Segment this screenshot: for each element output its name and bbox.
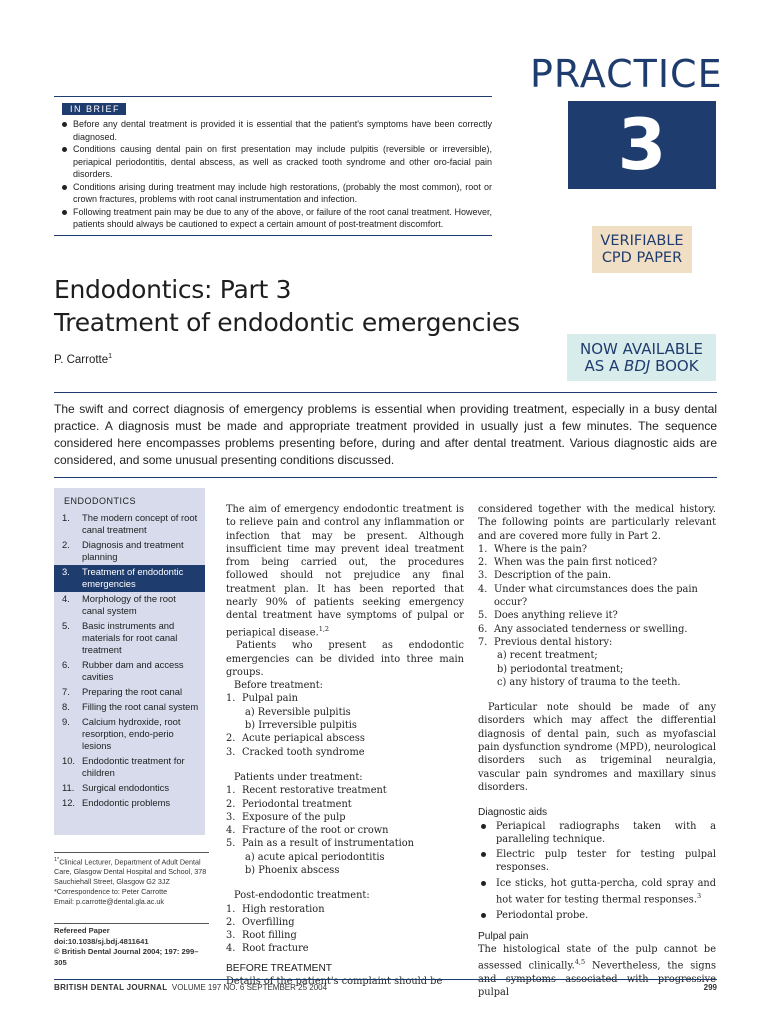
paragraph: Particular note should be made of any disorders which may affect the differential diagnosis of dental pain, such as myofascial pain dysfunction syndrome (MPD), neurological disorders such as trigeminal neuralgia, vascular pain syndromes and maxillary sinus disorders. — [478, 702, 716, 793]
list-item: 1. Pulpal pain — [226, 693, 298, 705]
abstract: The swift and correct diagnosis of emergency problems is essential when providing treatment, especially in a busy dental practice. A diagnosis must be made and appropriate treatment provided in usually just a few minutes. The sequence considered here encompasses problems presenting before, during and after dental treatment. Various diagnostic aids are considered, and some unusual presenting conditions discussed. — [54, 392, 717, 478]
list-item: 4. Fracture of the root or crown — [226, 825, 389, 837]
list-item: 2. Overfilling — [226, 916, 295, 928]
in-brief-item: Before any dental treatment is provided it is essential that the patient's symptoms have been correctly diagnosed. — [62, 118, 492, 143]
series-sidebar — [54, 488, 205, 835]
list-item: 3. Description of the pain. — [478, 570, 612, 582]
section-heading: Diagnostic aids — [478, 807, 548, 819]
list-item: 4. Under what circumstances does the pain occur? — [478, 583, 698, 609]
list-item: 4. Root fracture — [226, 943, 309, 955]
journal-name: BRITISH DENTAL JOURNAL — [54, 983, 168, 992]
in-brief-list — [54, 118, 492, 231]
paragraph: The aim of emergency endodontic treatment is to relieve pain and control any inflammation or infection that may be present. Although insufficient time may prevent ideal treatment from being carried out, the procedures followed should not prejudice any final treatment plan. It has been reported that nearly 90% of patients seeking emergency dental treatment have symptoms of pulpal or periapical disease.$^{1,2}$ — [226, 504, 464, 638]
affiliation-note: $^{1*}$Clinical Lecturer, Department of Adult Dental Care, Glasgow Dental Hospital and School, 378 Sauchiehall Street, Glasgow G2 3JZ *Correspondence to: Peter Carrotte Email: p.carrotte@dental.gla.ac.uk — [54, 852, 209, 907]
list-item: Electric pulp tester for testing pulpal responses. — [478, 848, 716, 875]
series-heading: ENDODONTICS — [64, 496, 137, 506]
list-item: 2. Periodontal treatment — [226, 798, 352, 810]
book-line2: AS A BDJ BOOK — [584, 356, 699, 375]
series-item[interactable]: 12. Endodontic problems — [62, 797, 171, 808]
list-item: 7. Previous dental history: — [478, 636, 613, 648]
list-subitem: b) Phoenix abscess — [245, 864, 340, 876]
list-label: Patients under treatment: — [234, 771, 363, 783]
cpd-line2: CPD PAPER — [601, 249, 683, 266]
series-item[interactable]: 2. Diagnosis and treatment planning — [62, 539, 184, 562]
list-item: 5. Does anything relieve it? — [478, 610, 618, 622]
list-subitem: a) Reversible pulpitis — [245, 706, 351, 718]
cpd-badge — [592, 226, 692, 273]
list-item: 1. Recent restorative treatment — [226, 785, 387, 797]
body-column-1 — [226, 503, 464, 988]
paragraph: considered together with the medical history. The following points are particularly relevant and are covered more fully in Part 2. — [478, 504, 716, 542]
list-subitem: b) Irreversible pulpitis — [245, 720, 357, 732]
list-item: Ice sticks, hot gutta-percha, cold spray and hot water for testing thermal responses.$^3$ — [478, 877, 716, 907]
series-item[interactable]: 3. Treatment of endodontic emergencies — [54, 565, 205, 592]
list-label: Post-endodontic treatment: — [234, 890, 370, 902]
cpd-line1: VERIFIABLE — [600, 232, 684, 249]
list-item: 6. Any associated tenderness or swelling. — [478, 623, 688, 635]
list-subitem: a) recent treatment; — [497, 650, 598, 662]
diagnostic-aids-list — [478, 820, 716, 922]
list-item: 2. When was the pain first noticed? — [478, 557, 658, 569]
book-line1: NOW AVAILABLE — [579, 339, 703, 358]
list-item: 3. Root filling — [226, 930, 297, 942]
series-list — [54, 511, 205, 811]
list-subitem: c) any history of trauma to the teeth. — [497, 676, 681, 688]
question-list — [478, 543, 716, 689]
in-brief-item: Conditions causing dental pain on first presentation may include pulpitis (reversible or irreversible), periapical periodontitis, dental abscess, as well as cracked tooth syndrome and other oro-facial pain disorders. — [62, 143, 492, 181]
list-subitem: b) periodontal treatment; — [497, 663, 624, 675]
book-badge[interactable] — [567, 334, 716, 381]
section-label: PRACTICE — [530, 52, 723, 96]
list-item: 5. Pain as a result of instrumentation — [226, 838, 414, 850]
author-email[interactable]: Email: p.carrotte@dental.gla.ac.uk — [54, 897, 164, 907]
paragraph: Patients who present as endodontic emergencies can be divided into three main groups. — [226, 640, 464, 678]
series-item[interactable]: 1. The modern concept of root canal treatment — [62, 512, 198, 535]
page-number: 299 — [703, 983, 717, 992]
list-item: 1. Where is the pain? — [478, 543, 588, 555]
section-heading: BEFORE TREATMENT — [226, 962, 333, 974]
article-title-line2: Treatment of endodontic emergencies — [54, 308, 520, 337]
list-item: Periapical radiographs taken with a paralleling technique. — [478, 820, 716, 847]
article-title-line1: Endodontics: Part 3 — [54, 275, 292, 304]
series-item[interactable]: 4. Morphology of the root canal system — [62, 593, 176, 616]
series-item[interactable]: 5. Basic instruments and materials for root canal treatment — [62, 620, 178, 655]
in-brief-item: Following treatment pain may be due to any of the above, or failure of the root canal treatment. However, patients should always be cautioned to expect a certain amount of post-treatment discomfort. — [62, 206, 492, 231]
part-number-badge: 3 — [568, 101, 716, 189]
list-item: 1. High restoration — [226, 903, 325, 915]
issue-info: VOLUME 197 NO. 6 SEPTEMBER 25 2004 — [171, 983, 328, 992]
series-item[interactable]: 11. Surgical endodontics — [62, 782, 170, 793]
post-treatment-list — [226, 903, 464, 956]
refereed-note: Refereed Paper doi:10.1038/sj.bdj.4811641 © British Dental Journal 2004; 197: 299–305 — [54, 923, 209, 968]
series-item[interactable]: 10. Endodontic treatment for children — [62, 755, 185, 778]
in-brief-tag: IN BRIEF — [62, 103, 126, 115]
in-brief-item: Conditions arising during treatment may include high restorations, (probably the most common), root or crown fractures, problems with root canal instrumentation and infection. — [62, 181, 492, 206]
series-item[interactable]: 7. Preparing the root canal — [62, 686, 183, 697]
under-treatment-list — [226, 784, 464, 877]
series-item[interactable]: 9. Calcium hydroxide, root resorption, endo-perio lesions — [62, 716, 181, 751]
paragraph: The histological state of the pulp cannot be assessed clinically.$^{4,5}$ Nevertheless, the signs and symptoms associated with progressive pulpal — [478, 944, 716, 999]
author: P. Carrotte$^1$ — [54, 353, 113, 366]
list-item: 3. Exposure of the pulp — [226, 811, 346, 823]
paragraph: Details of the patient's complaint should be — [226, 976, 443, 988]
list-item: 3. Cracked tooth syndrome — [226, 746, 365, 758]
series-item[interactable]: 8. Filling the root canal system — [62, 701, 199, 712]
before-treatment-list — [226, 692, 464, 758]
series-item[interactable]: 6. Rubber dam and access cavities — [62, 659, 184, 682]
doi-link[interactable]: doi:10.1038/sj.bdj.4811641 — [54, 936, 149, 946]
page-footer — [54, 979, 717, 992]
list-label: Before treatment: — [234, 680, 323, 692]
list-subitem: a) acute apical periodontitis — [245, 851, 385, 863]
in-brief-box — [54, 96, 492, 236]
section-heading: Pulpal pain — [478, 930, 529, 942]
list-item: Periodontal probe. — [478, 909, 716, 922]
body-column-2 — [478, 503, 716, 1000]
list-item: 2. Acute periapical abscess — [226, 733, 365, 745]
